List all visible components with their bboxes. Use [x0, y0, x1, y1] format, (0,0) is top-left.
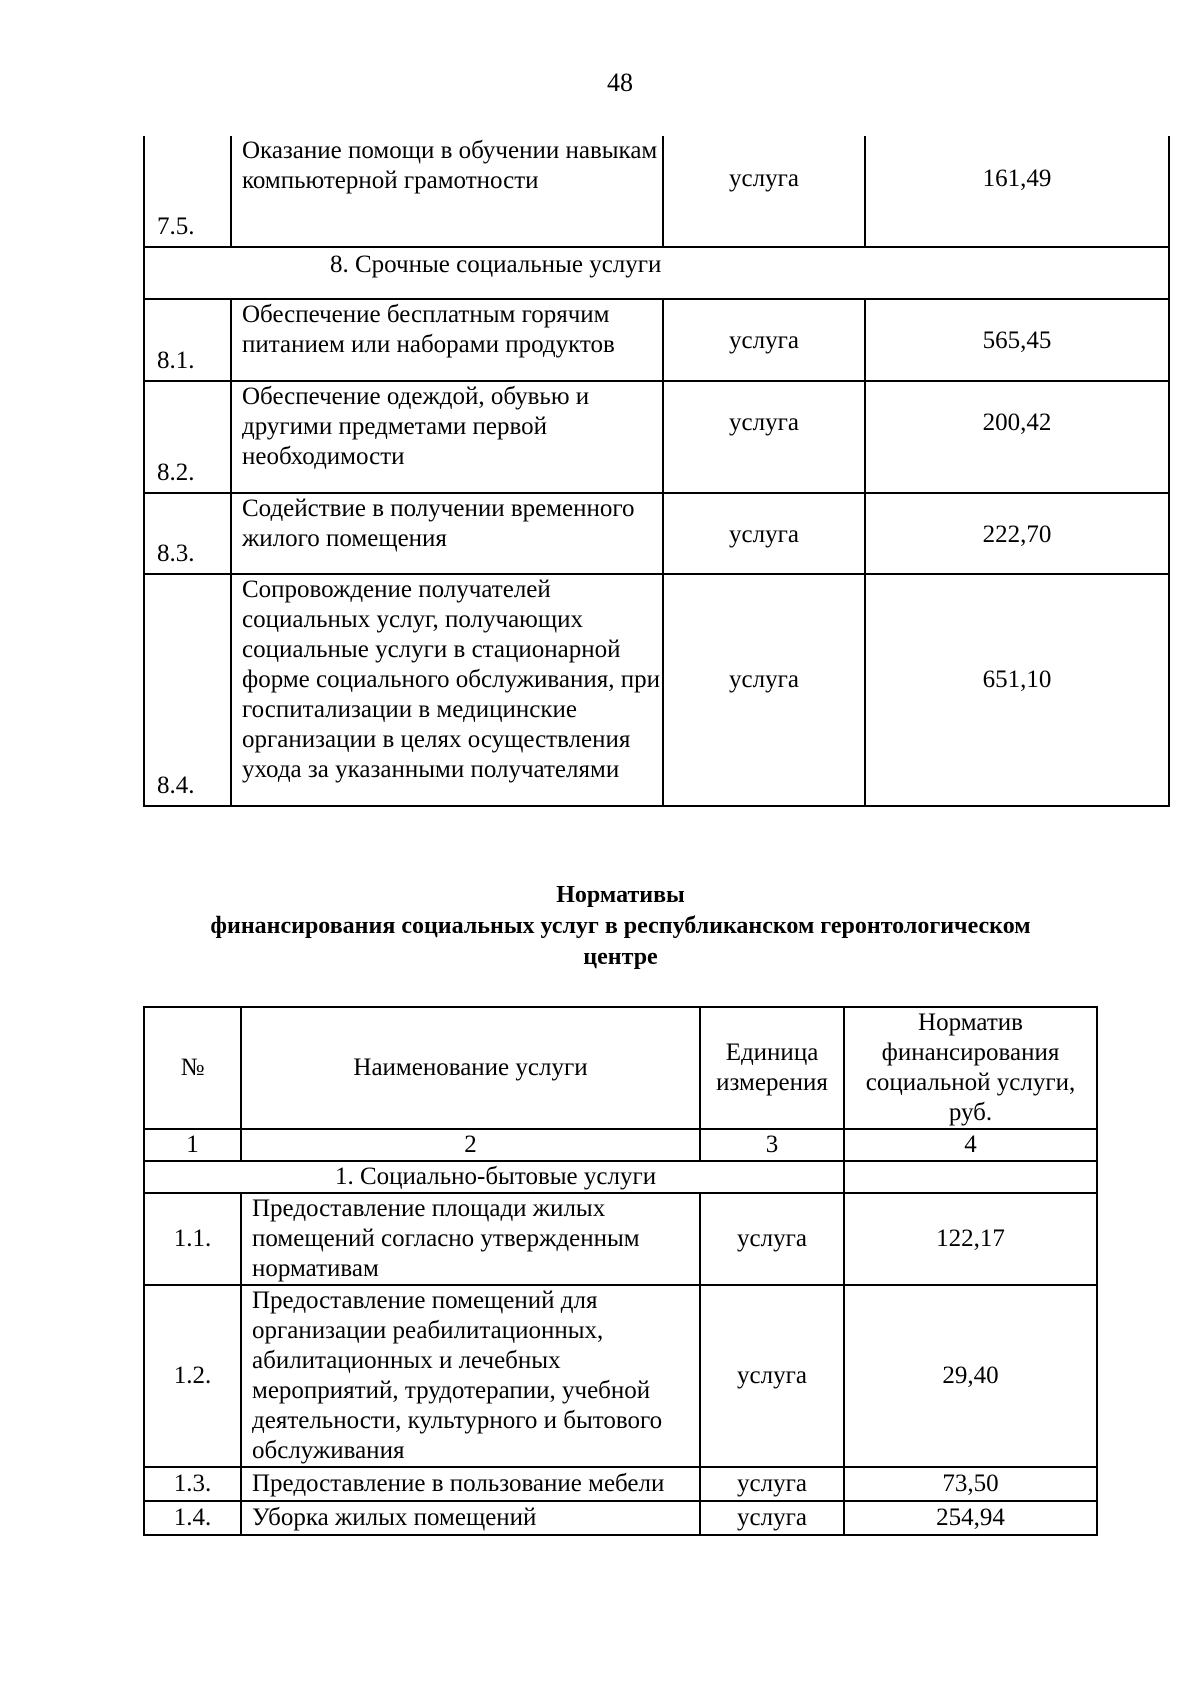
table-row	[144, 1467, 1097, 1501]
table-row	[144, 1193, 1097, 1285]
row-number: 8.4.	[144, 574, 231, 806]
financing-value: 565,45	[865, 299, 1169, 381]
header-value: Норматив финансирования социальной услуги, руб.	[844, 1007, 1097, 1129]
table-row	[144, 1501, 1097, 1535]
table-row	[144, 299, 1169, 381]
gerontology-center-table	[143, 1006, 1098, 1536]
financing-value: 254,94	[844, 1501, 1097, 1535]
section-row	[144, 247, 1169, 299]
column-index: 3	[700, 1129, 844, 1161]
header-unit: Единица измерения	[700, 1007, 844, 1129]
column-index: 2	[241, 1129, 700, 1161]
service-name: Предоставление в пользование мебели	[241, 1467, 700, 1501]
service-name: Обеспечение бесплатным горячим питанием или наборами продуктов	[231, 299, 663, 381]
services-table-continued	[143, 136, 1170, 807]
column-index: 1	[144, 1129, 241, 1161]
table-row	[144, 136, 1169, 247]
unit-of-measure: услуга	[700, 1193, 844, 1285]
row-number: 1.2.	[144, 1285, 241, 1467]
unit-of-measure: услуга	[700, 1467, 844, 1501]
unit-of-measure: услуга	[663, 299, 865, 381]
table-row	[144, 493, 1169, 574]
section-title: 1. Социально-бытовые услуги	[144, 1161, 844, 1193]
row-number: 8.2.	[144, 381, 231, 493]
row-number: 1.3.	[144, 1467, 241, 1501]
unit-of-measure: услуга	[663, 493, 865, 574]
row-number: 1.4.	[144, 1501, 241, 1535]
unit-of-measure: услуга	[700, 1285, 844, 1467]
service-name: Предоставление площади жилых помещений согласно утвержденным нормативам	[241, 1193, 700, 1285]
header-number: №	[144, 1007, 241, 1129]
header-name: Наименование услуги	[241, 1007, 700, 1129]
financing-value: 222,70	[865, 493, 1169, 574]
financing-value: 161,49	[865, 136, 1169, 247]
row-number: 8.1.	[144, 299, 231, 381]
service-name: Содействие в получении временного жилого помещения	[231, 493, 663, 574]
unit-of-measure: услуга	[700, 1501, 844, 1535]
table-header-row	[144, 1007, 1097, 1129]
row-number: 7.5.	[144, 136, 231, 247]
heading-line-2: финансирования социальных услуг в республиканском геронтологическом	[210, 913, 1031, 939]
service-name: Обеспечение одеждой, обувью и другими предметами первой необходимости	[231, 381, 663, 493]
financing-value: 200,42	[865, 381, 1169, 493]
column-index: 4	[844, 1129, 1097, 1161]
unit-of-measure: услуга	[663, 574, 865, 806]
table-row	[144, 1285, 1097, 1467]
financing-value: 73,50	[844, 1467, 1097, 1501]
page-number: 48	[607, 68, 633, 97]
section-title: 8. Срочные социальные услуги	[144, 247, 1169, 299]
table-row	[144, 574, 1169, 806]
service-name: Предоставление помещений для организации реабилитационных, абилитационных и лечебных мероприятий, трудотерапии, учебной деятельности, культурного и бытового обслуживания	[241, 1285, 700, 1467]
unit-of-measure: услуга	[663, 136, 865, 247]
service-name: Уборка жилых помещений	[241, 1501, 700, 1535]
row-number: 8.3.	[144, 493, 231, 574]
table-row	[144, 381, 1169, 493]
service-name: Сопровождение получателей социальных услуг, получающих социальные услуги в стационарной форме социального обслуживания, при госпитализации в медицинские организации в целях осуществления ухода за указанными получателями	[231, 574, 663, 806]
column-index-row	[144, 1129, 1097, 1161]
service-name: Оказание помощи в обучении навыкам компьютерной грамотности	[231, 136, 663, 247]
row-number: 1.1.	[144, 1193, 241, 1285]
financing-value: 122,17	[844, 1193, 1097, 1285]
heading-line-1: Нормативы	[556, 882, 685, 908]
section-heading	[143, 880, 1098, 973]
heading-line-3: центре	[583, 944, 658, 970]
financing-value: 29,40	[844, 1285, 1097, 1467]
empty-cell	[844, 1161, 1097, 1193]
section-row	[144, 1161, 1097, 1193]
unit-of-measure: услуга	[663, 381, 865, 493]
financing-value: 651,10	[865, 574, 1169, 806]
